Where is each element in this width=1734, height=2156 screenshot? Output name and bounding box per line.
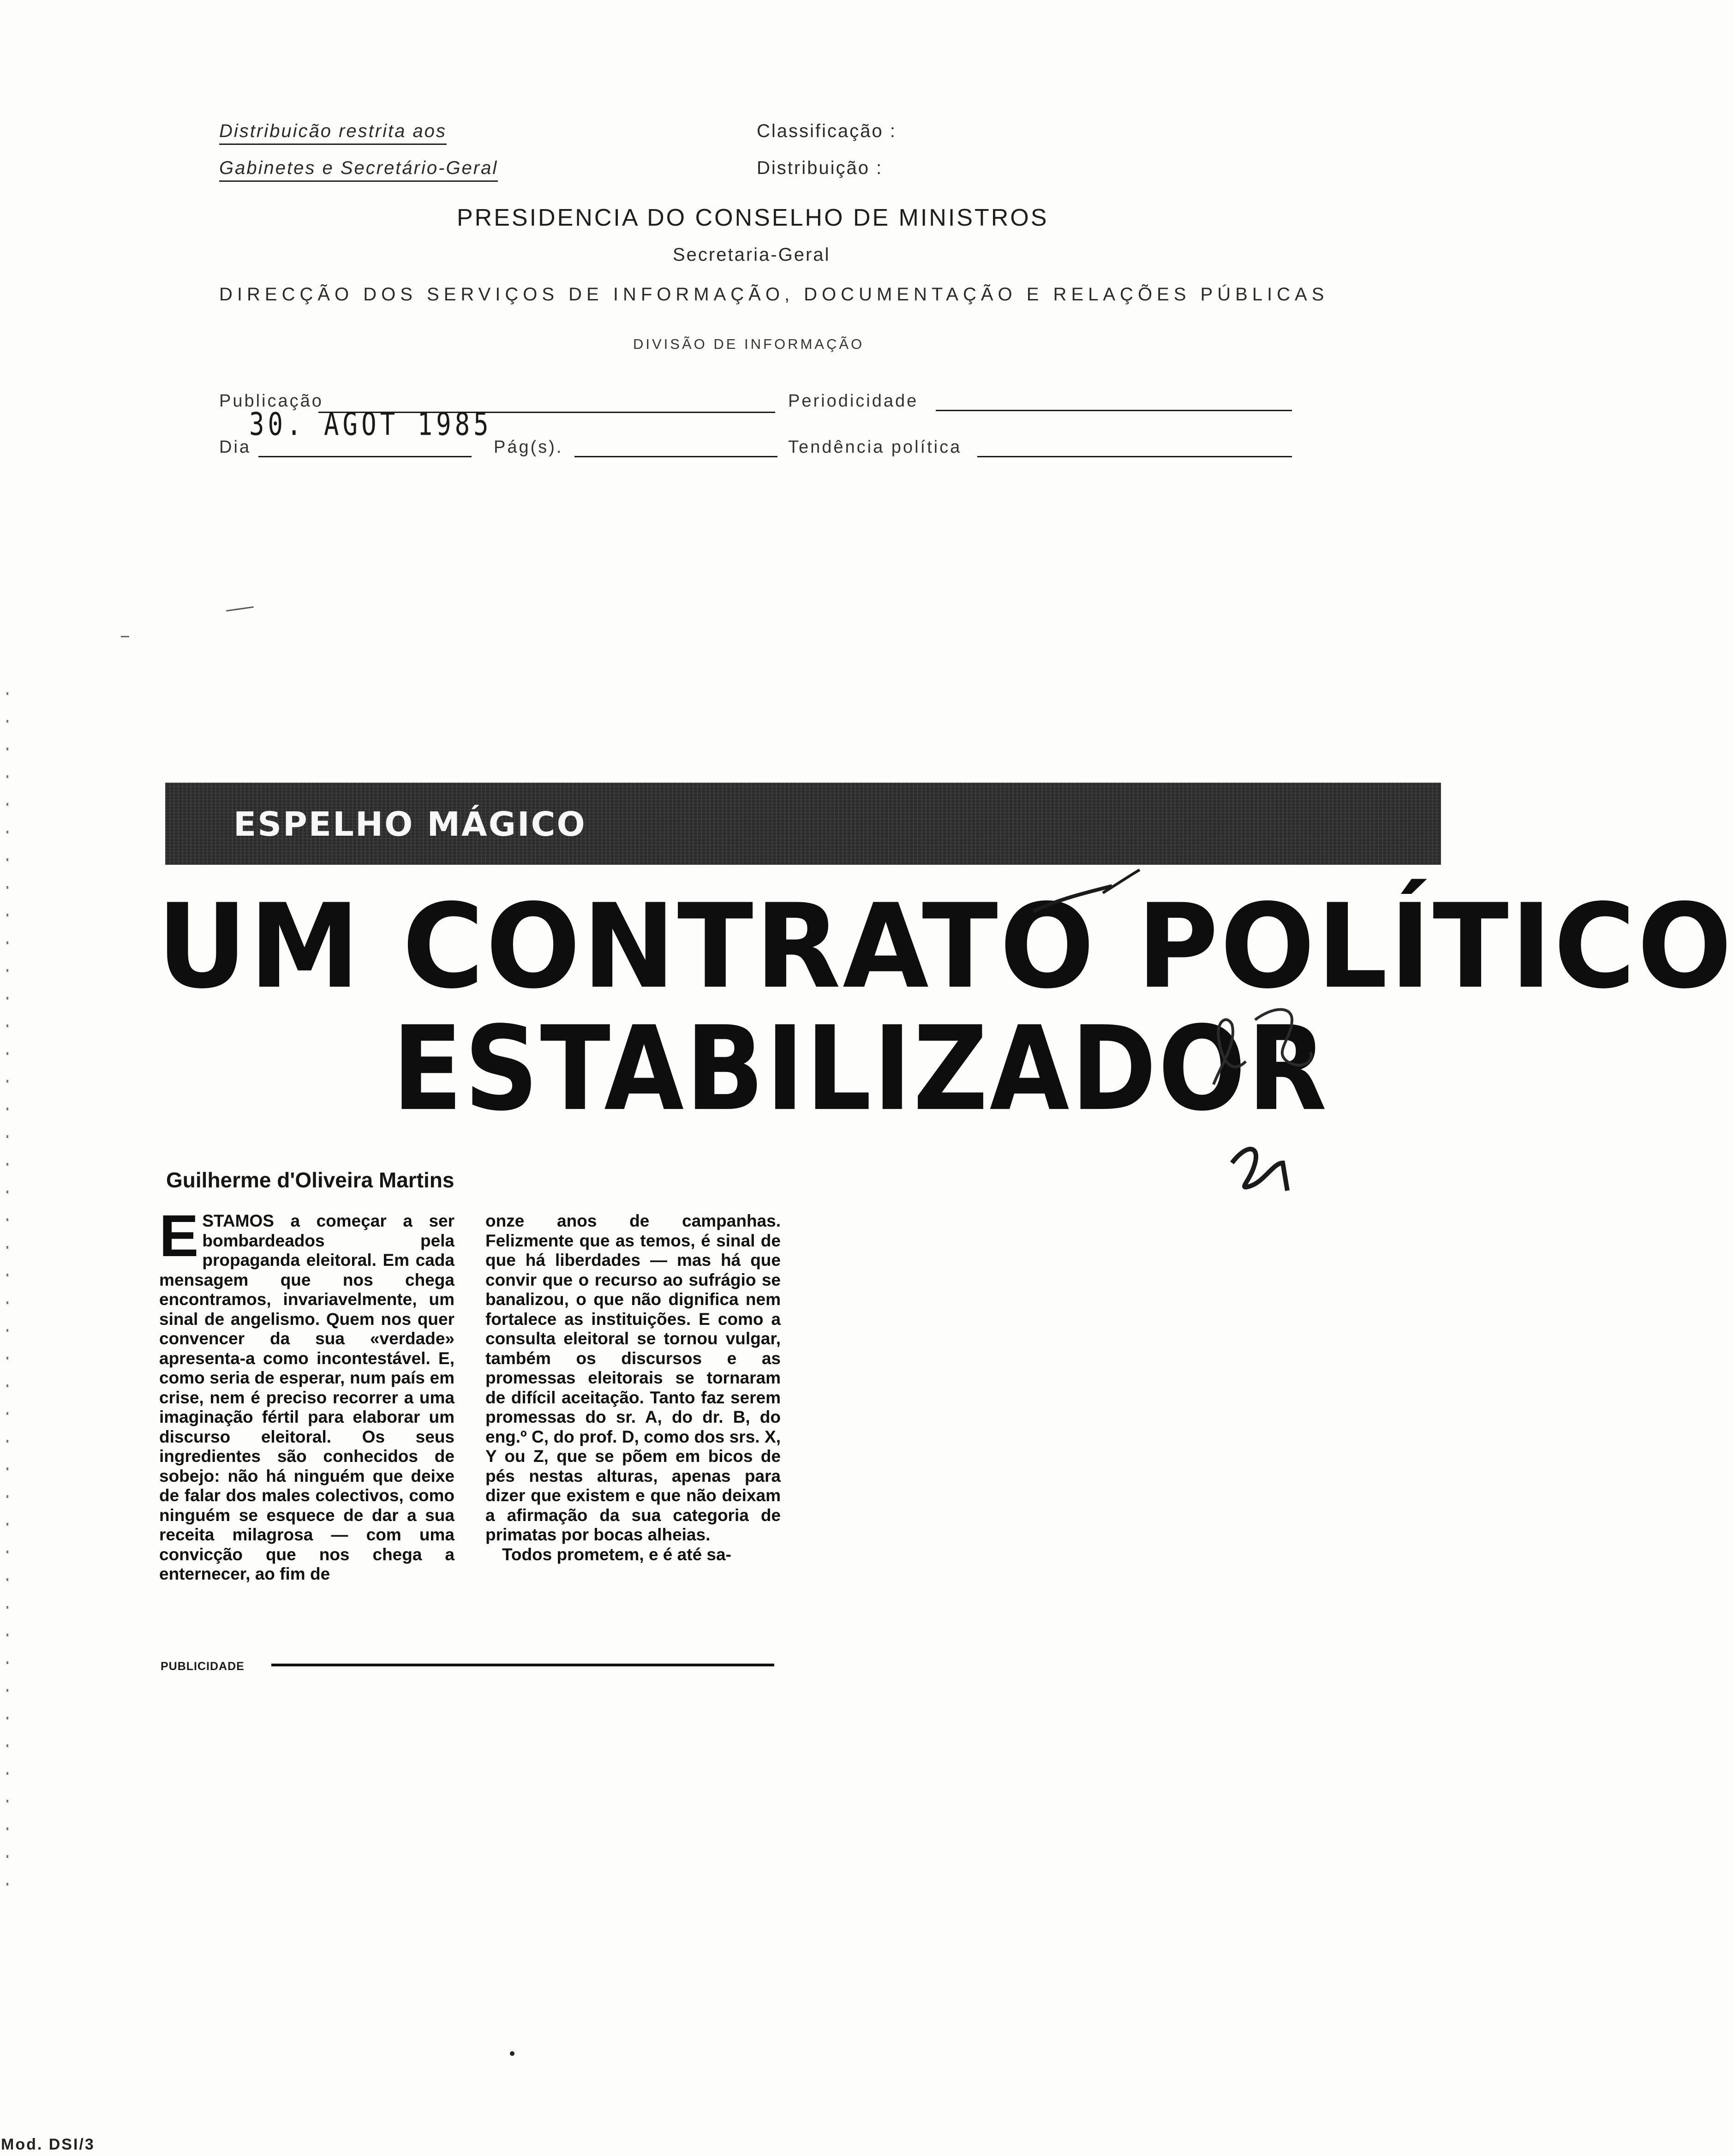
form-code: Mod. DSI/3 [1, 2136, 95, 2153]
publicidade-rule [271, 1664, 774, 1666]
article-paragraph: STAMOS a começar a ser bombardeados pela propaganda eleitoral. Em cada mensagem que nos chega encontramos, invariavelmente, um sinal de angelismo. Quem nos quer convencer da sua «verdade» apresenta-a como incontestável. E, como seria de esperar, num país em crise, nem é preciso recorrer a uma imaginação fértil para elaborar um discurso eleitoral. Os seus ingredientes são conhecidos de sobejo: não há ninguém que deixe de falar dos males colectivos, como ninguém se esquece de dar a sua receita milagrosa — com uma convicção que nos chega a enternecer, ao fim de [159, 1211, 454, 1583]
article-paragraph: Todos prometem, e é até sa- [502, 1545, 731, 1564]
handwritten-annotation [1015, 868, 1384, 1218]
department-line: DIRECÇÃO DOS SERVIÇOS DE INFORMAÇÃO, DOCUMENTAÇÃO E RELAÇÕES PÚBLICAS [219, 284, 1329, 305]
drop-cap: E [159, 1203, 199, 1269]
tendencia-label: Tendência política [788, 437, 962, 457]
publicacao-label: Publicação [219, 391, 323, 411]
periodicidade-field-line [936, 410, 1292, 411]
headline-line1: UM CONTRATO POLÍTICO [157, 879, 1734, 1014]
article-paragraph: onze anos de campanhas. Felizmente que as temos, é sinal de que há liberdades — mas há que convir que o recurso ao sufrágio se banalizou, o que não dignifica nem fortalece as instituições. E como a consulta eleitoral se tornou vulgar, também os discursos e as promessas eleitorais se tornaram de difícil aceitação. Tanto faz serem promessas do sr. A, do dr. B, do eng.º C, do prof. D, como dos srs. X, Y ou Z, que se põem em bicos de pés nestas alturas, apenas para dizer que existem e que não deixam a afirmação da sua categoria de primatas por bocas alheias. [485, 1211, 781, 1544]
restricted-distribution-line1: Distribuicão restrita aos [219, 121, 447, 145]
dia-label: Dia [219, 437, 251, 457]
publicidade-label: PUBLICIDADE [161, 1660, 245, 1673]
form-subtitle: Secretaria-Geral [673, 245, 831, 265]
dia-field-line [258, 456, 472, 457]
classificacao-label: Classificação : [757, 121, 897, 141]
scan-mark [226, 606, 254, 611]
section-title: ESPELHO MÁGICO [233, 805, 586, 844]
scan-edge-marks [6, 692, 8, 1892]
form-title: PRESIDENCIA DO CONSELHO DE MINISTROS [457, 204, 1049, 231]
article-author: Guilherme d'Oliveira Martins [166, 1168, 454, 1192]
article-column-1 [159, 1203, 454, 1584]
pags-field-line [574, 456, 777, 457]
distribuicao-label: Distribuição : [757, 158, 883, 178]
headline-line2: ESTABILIZADOR [392, 1001, 1329, 1137]
restricted-distribution-line2: Gabinetes e Secretário-Geral [219, 158, 498, 182]
tendencia-field-line [977, 456, 1292, 457]
article-column-2 [485, 1211, 781, 1564]
division-line: DIVISÃO DE INFORMAÇÃO [633, 336, 865, 352]
section-banner [165, 783, 1441, 865]
pags-label: Pág(s). [494, 437, 563, 457]
scan-dot [510, 2051, 514, 2056]
periodicidade-label: Periodicidade [788, 391, 919, 411]
date-stamp: 30. AGOT 1985 [249, 406, 492, 443]
scan-mark [121, 636, 129, 637]
